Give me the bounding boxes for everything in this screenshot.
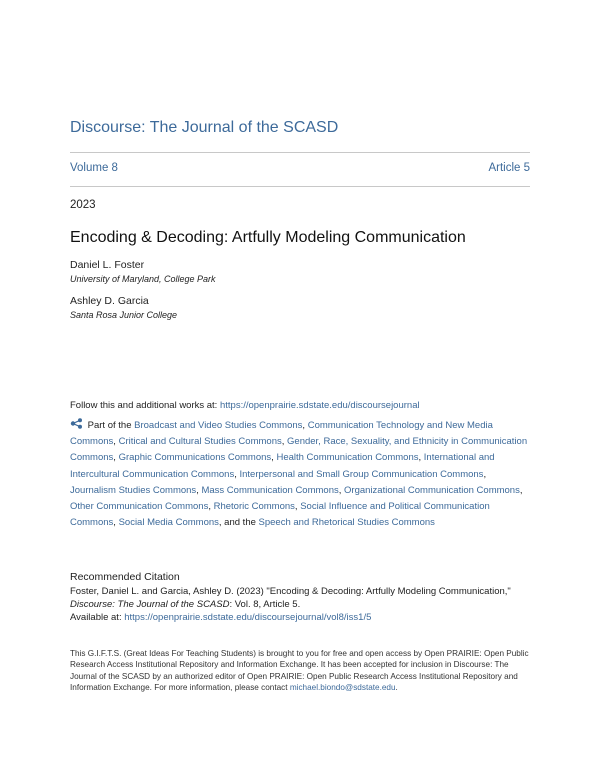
separator: , <box>113 452 119 464</box>
separator: , <box>208 501 214 513</box>
separator: , <box>271 452 277 464</box>
divider-bottom <box>70 186 530 187</box>
part-of-label: Part of the <box>87 420 135 431</box>
repository-notice <box>70 648 532 693</box>
commons-link-interpersonal[interactable]: Interpersonal and Small Group Communication Commons <box>239 468 484 480</box>
notice-text: This G.I.F.T.S. (Great Ideas For Teaching Students) is brought to you for free and open access by Open PRAIRIE: Open Public Research Access Institutional Repository and Information Exchange. It has been accepted for inclusion in Discourse: The Journal of the SCASD by an authorized editor of Open PRAIRIE: Open Public Research Access Institutional Repository and Information Exchange. For more information, please contact <box>70 649 529 692</box>
separator: , <box>483 468 487 480</box>
contact-email-link[interactable]: michael.biondo@sdstate.edu <box>289 682 396 692</box>
publication-year: 2023 <box>70 199 96 211</box>
citation-heading: Recommended Citation <box>70 571 180 583</box>
commons-link-gender-race[interactable]: Gender, Race, Sexuality, and Ethnicity in Communication Commons <box>70 436 528 464</box>
part-of-commons <box>70 418 532 531</box>
commons-link-social-media[interactable]: Social Media Commons <box>118 517 219 529</box>
commons-link-graphic[interactable]: Graphic Communications Commons <box>118 452 272 464</box>
commons-link-comm-tech[interactable]: Communication Technology and New Media Commons <box>70 420 493 448</box>
citation-body: Foster, Daniel L. and Garcia, Ashley D. (2023) "Encoding & Decoding: Artfully Modeling Communication," <box>70 586 511 597</box>
citation-text <box>70 585 540 624</box>
author-affiliation: Santa Rosa Junior College <box>70 310 178 320</box>
separator: , <box>338 484 345 496</box>
separator: , <box>519 484 523 496</box>
journal-title-link[interactable]: Discourse: The Journal of the SCASD <box>70 119 339 136</box>
commons-link-critical-cultural[interactable]: Critical and Cultural Studies Commons <box>118 436 282 448</box>
article-link[interactable]: Article 5 <box>488 162 530 174</box>
volume-link[interactable]: Volume 8 <box>70 162 118 174</box>
commons-link-mass-comm[interactable]: Mass Communication Commons <box>201 484 339 496</box>
separator: , <box>281 436 288 448</box>
separator: , <box>234 468 240 480</box>
share-network-icon <box>70 418 83 429</box>
separator: , <box>113 436 119 448</box>
paper-title: Encoding & Decoding: Artfully Modeling Communication <box>70 229 466 246</box>
separator: , <box>113 517 119 529</box>
separator: , <box>294 501 301 513</box>
author-affiliation: University of Maryland, College Park <box>70 274 216 284</box>
commons-link-journalism[interactable]: Journalism Studies Commons <box>70 484 197 496</box>
follow-label: Follow this and additional works at: <box>70 400 220 411</box>
follow-url-link[interactable]: https://openprairie.sdstate.edu/discoursejournal <box>219 400 420 411</box>
follow-line <box>70 400 420 411</box>
commons-link-organizational[interactable]: Organizational Communication Commons <box>344 484 520 496</box>
commons-link-social-influence[interactable]: Social Influence and Political Communication Commons <box>70 501 490 529</box>
divider-top <box>70 152 530 153</box>
author-name: Ashley D. Garcia <box>70 295 149 307</box>
citation-volume: : Vol. 8, Article 5. <box>229 599 301 610</box>
and-the-text: , and the <box>218 517 259 529</box>
commons-link-broadcast[interactable]: Broadcast and Video Studies Commons <box>134 420 303 431</box>
citation-url-link[interactable]: https://openprairie.sdstate.edu/discoursejournal/vol8/iss1/5 <box>124 612 372 623</box>
commons-link-international[interactable]: International and Intercultural Communication Commons <box>70 452 495 480</box>
citation-journal: Discourse: The Journal of the SCASD <box>70 599 230 610</box>
available-label: Available at: <box>70 612 125 623</box>
commons-link-other-comm[interactable]: Other Communication Commons <box>70 501 209 513</box>
commons-link-health[interactable]: Health Communication Commons <box>276 452 419 464</box>
separator: , <box>302 420 308 431</box>
author-name: Daniel L. Foster <box>70 259 145 271</box>
separator: , <box>196 484 202 496</box>
separator: , <box>418 452 424 464</box>
notice-end: . <box>395 682 398 692</box>
commons-link-speech-rhetorical[interactable]: Speech and Rhetorical Studies Commons <box>258 517 435 529</box>
commons-link-rhetoric[interactable]: Rhetoric Commons <box>213 501 295 513</box>
